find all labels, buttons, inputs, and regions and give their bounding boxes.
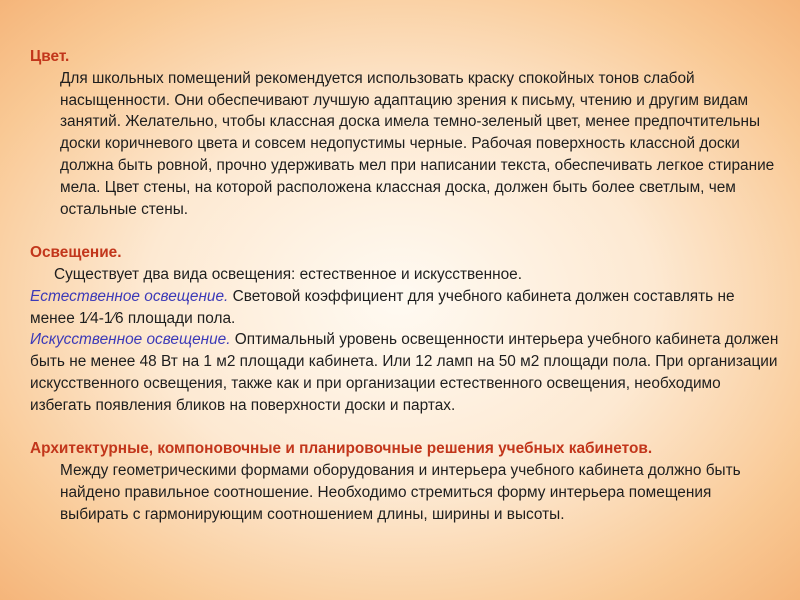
section-title-architecture: Архитектурные, компоновочные и планировочные решения учебных кабинетов. xyxy=(30,440,653,458)
natural-lighting-paragraph xyxy=(30,286,780,330)
section-gap xyxy=(30,220,780,242)
color-paragraph: Для школьных помещений рекомендуется использовать краску спокойных тонов слабой насыщенности. Они обеспечивают лучшую адаптацию зрения к письму, чтению и другим видам занятий. Желательно, чтобы классная доска имела темно-зеленый цвет, менее предпочтительны доски коричневого цвета и совсем недопустимы черные. Рабочая поверхность классной доски должна быть ровной, прочно удерживать мел при написании текста, обеспечивать легкое стирание мела. Цвет стены, на которой расположена классная доска, должен быть более светлым, чем остальные стены. xyxy=(60,69,775,218)
section-title-color: Цвет. xyxy=(30,48,70,65)
artificial-lighting-text: Оптимальный уровень освещенности интерьера учебного кабинета должен быть не менее 48 Вт на 1 м2 площади кабинета. Или 12 ламп на 50 м2 площади пола. При организации искусственного освещения, также как и при организации естественного освещения, необходимо избегать появления бликов на поверхности доски и партах. xyxy=(30,331,779,414)
lighting-intro: Существует два вида освещения: естественное и искусственное. xyxy=(54,265,522,283)
artificial-lighting-paragraph xyxy=(30,329,780,416)
artificial-lighting-label: Искусственное освещение. xyxy=(30,331,231,349)
section-title-lighting: Освещение. xyxy=(30,244,122,262)
architecture-paragraph: Между геометрическими формами оборудования и интерьера учебного кабинета должно быть найдено правильное соотношение. Необходимо стремиться форму интерьера помещения выбирать с гармонирующим соотношением длины, ширины и высоты. xyxy=(60,462,741,523)
natural-lighting-label: Естественное освещение. xyxy=(30,287,229,305)
natural-lighting-text: Световой коэффициент для учебного кабинета должен составлять не менее 1⁄4-1⁄6 площади пола. xyxy=(30,287,735,327)
section-gap xyxy=(30,417,780,439)
slide-content xyxy=(30,46,780,526)
